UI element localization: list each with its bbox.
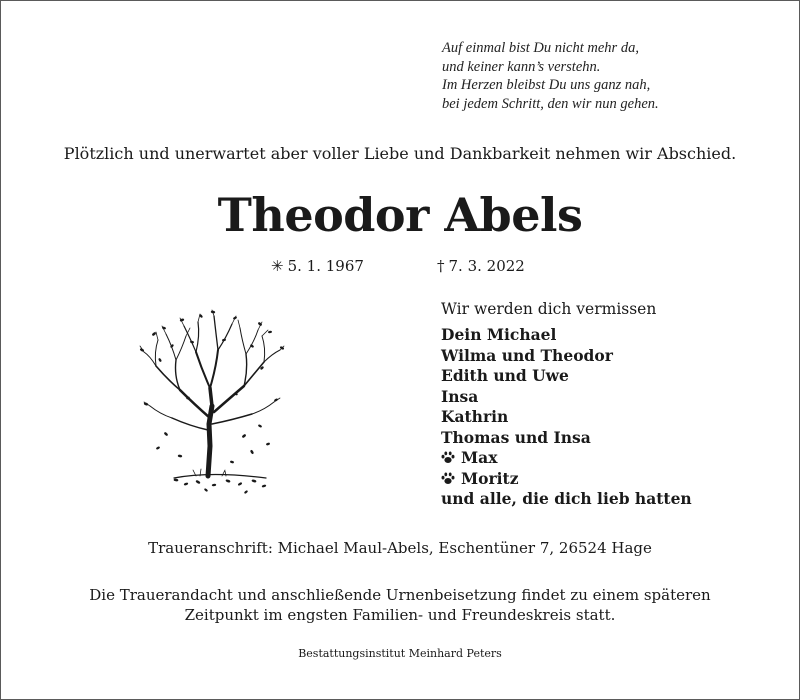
mourning-address: Traueranschrift: Michael Maul-Abels, Eschentüner 7, 26524 Hage: [148, 539, 652, 557]
death-cross-icon: †: [437, 257, 445, 275]
death-date-line: [437, 257, 525, 275]
mourner-name: Thomas und Insa: [441, 427, 591, 447]
farewell-intro: Plötzlich und unerwartet aber voller Liebe und Dankbarkeit nehmen wir Abschied.: [63, 144, 737, 163]
deceased-name: Theodor Abels: [217, 188, 583, 242]
ceremony-line: Zeitpunkt im engsten Familien- und Freundeskreis statt.: [184, 606, 616, 624]
ceremony-line: Die Trauerandacht und anschließende Urnenbeisetzung findet zu einem späteren: [89, 586, 711, 604]
memorial-poem: [442, 39, 659, 113]
mourner-name: und alle, die dich lieb hatten: [441, 489, 692, 508]
mourners-list: [441, 298, 692, 510]
mourner-name: Kathrin: [441, 407, 509, 426]
mourner-name: Wilma und Theodor: [441, 345, 613, 365]
ceremony-notice: [1, 585, 799, 625]
mourner-pet: [441, 448, 692, 469]
paw-icon: [441, 451, 455, 464]
poem-line: bei jedem Schritt, den wir nun gehen.: [442, 95, 659, 112]
poem-line: Auf einmal bist Du nicht mehr da,: [442, 40, 639, 56]
funeral-home: Bestattungsinstitut Meinhard Peters: [298, 647, 502, 660]
mourners-lead: Wir werden dich vermissen: [441, 300, 657, 318]
mourner-name: Edith und Uwe: [441, 366, 569, 385]
paw-icon: [441, 472, 455, 485]
mourner-pet: [441, 469, 692, 490]
death-date: 7. 3. 2022: [448, 257, 525, 275]
birth-star-icon: ✳: [271, 257, 284, 275]
pet-name: Moritz: [461, 468, 519, 488]
mourner-name: Insa: [441, 386, 479, 406]
mourner-name: Dein Michael: [441, 325, 557, 344]
poem-line: Im Herzen bleibst Du uns ganz nah,: [442, 77, 651, 93]
bare-tree-with-falling-leaves-icon: [136, 306, 286, 501]
birth-date: 5. 1. 1967: [287, 257, 364, 275]
pet-name: Max: [461, 448, 498, 467]
birth-date-line: [271, 257, 364, 275]
poem-line: und keiner kann’s verstehn.: [442, 58, 601, 75]
